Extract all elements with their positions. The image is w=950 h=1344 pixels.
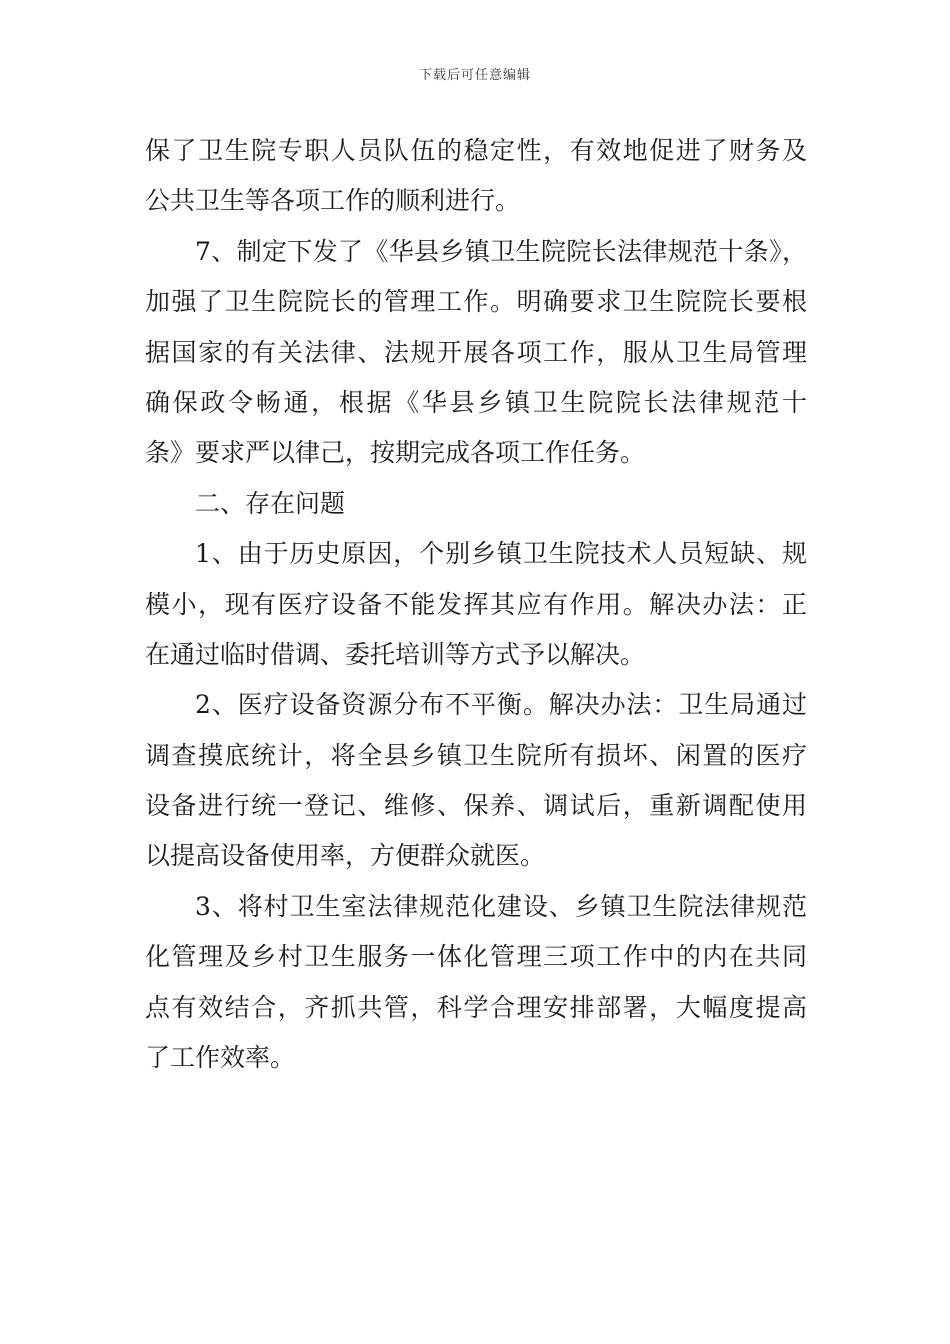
paragraph bbox=[145, 882, 807, 1084]
text-line: 确保政令畅通，根据《华县乡镇卫生院院长法律规范十 bbox=[145, 387, 807, 417]
text-line: 化管理及乡村卫生服务一体化管理三项工作中的内在共同 bbox=[145, 942, 807, 972]
text-line: 加强了卫生院院长的管理工作。明确要求卫生院院长要根 bbox=[145, 287, 807, 317]
text-line: 在通过临时借调、委托培训等方式予以解决。 bbox=[145, 639, 646, 669]
paragraph bbox=[145, 227, 807, 479]
text-line: 1、由于历史原因，个别乡镇卫生院技术人员短缺、规 bbox=[195, 539, 807, 569]
text-line: 二、存在问题 bbox=[195, 488, 346, 518]
text-line: 以提高设备使用率，方便群众就医。 bbox=[145, 841, 546, 871]
text-line: 设备进行统一登记、维修、保养、调试后，重新调配使用 bbox=[145, 791, 807, 821]
section-heading bbox=[145, 479, 807, 529]
text-line: 2、医疗设备资源分布不平衡。解决办法：卫生局通过 bbox=[195, 690, 807, 720]
paragraph bbox=[145, 680, 807, 882]
text-line: 7、制定下发了《华县乡镇卫生院院长法律规范十条》， bbox=[195, 236, 807, 266]
text-line: 调查摸底统计，将全县乡镇卫生院所有损坏、闲置的医疗 bbox=[145, 740, 807, 770]
paragraph bbox=[145, 529, 807, 680]
text-line: 3、将村卫生室法律规范化建设、乡镇卫生院法律规范 bbox=[195, 891, 807, 921]
document-body bbox=[145, 126, 807, 1083]
text-line: 条》要求严以律己，按期完成各项工作任务。 bbox=[145, 438, 646, 468]
text-line: 据国家的有关法律、法规开展各项工作，服从卫生局管理 bbox=[145, 337, 807, 367]
text-line: 了工作效率。 bbox=[145, 1043, 296, 1073]
text-line: 保了卫生院专职人员队伍的稳定性，有效地促进了财务及 bbox=[145, 136, 807, 165]
text-line: 公共卫生等各项工作的顺利进行。 bbox=[145, 186, 521, 216]
page-header: 下载后可任意编辑 bbox=[418, 68, 531, 83]
text-line: 点有效结合，齐抓共管，科学合理安排部署，大幅度提高 bbox=[145, 992, 807, 1022]
paragraph bbox=[145, 126, 807, 227]
text-line: 模小，现有医疗设备不能发挥其应有作用。解决办法：正 bbox=[145, 589, 807, 619]
